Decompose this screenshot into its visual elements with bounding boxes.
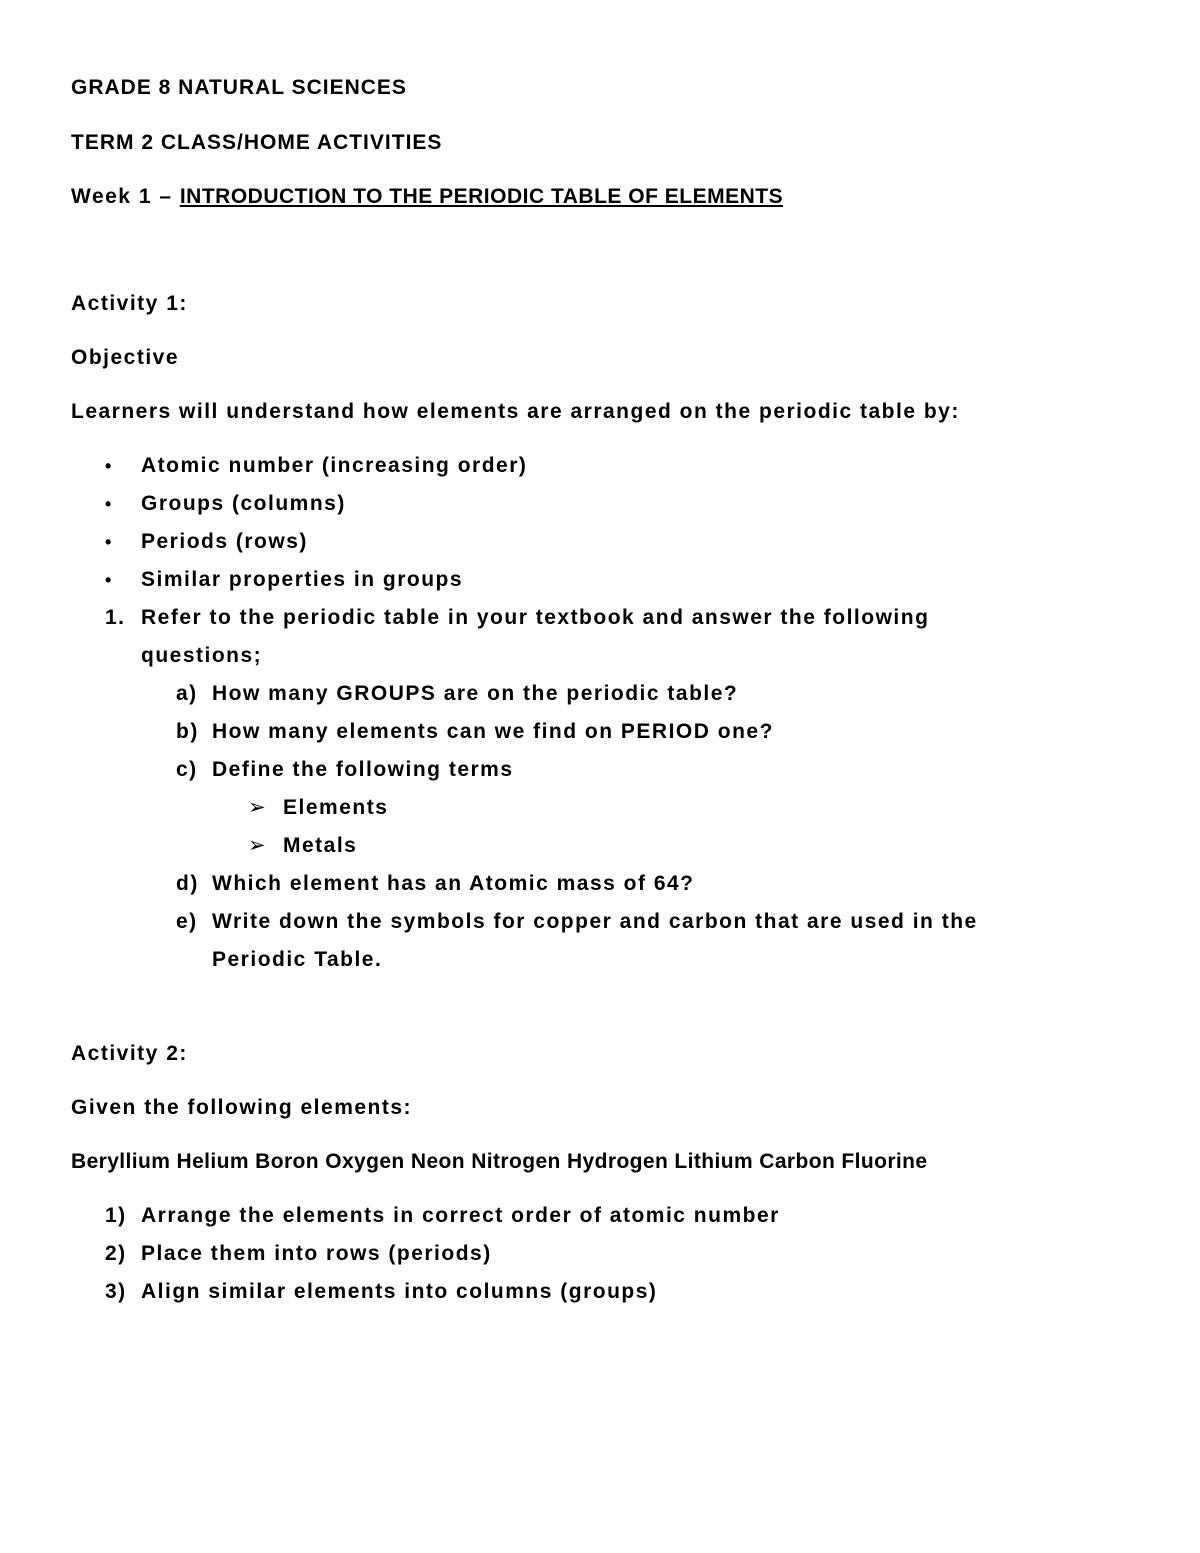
task-2: Place them into rows (periods) — [141, 1242, 492, 1265]
activity1-heading: Activity 1: — [71, 292, 188, 315]
arrow-bullet-icon: ➢ — [248, 796, 268, 819]
subquestion-e: Write down the symbols for copper and carbon that are used in the — [212, 910, 978, 933]
task-3-marker: 3) — [105, 1280, 127, 1303]
activity2-given: Given the following elements: — [71, 1096, 413, 1119]
subquestion-a-marker: a) — [176, 682, 198, 705]
term-elements: Elements — [283, 796, 389, 819]
arrow-bullet-icon: ➢ — [248, 834, 268, 857]
header-grade: GRADE 8 NATURAL SCIENCES — [71, 76, 407, 99]
task-1-marker: 1) — [105, 1204, 127, 1227]
objective-intro: Learners will understand how elements are arranged on the periodic table by: — [71, 400, 960, 423]
bullet-icon: • — [105, 456, 113, 476]
term-metals: Metals — [283, 834, 358, 857]
task-1: Arrange the elements in correct order of atomic number — [141, 1204, 780, 1227]
header-term: TERM 2 CLASS/HOME ACTIVITIES — [71, 131, 443, 154]
list-item: Groups (columns) — [141, 492, 346, 515]
week-prefix: Week 1 – — [71, 185, 180, 208]
question-1-marker: 1. — [105, 606, 126, 629]
subquestion-c: Define the following terms — [212, 758, 514, 781]
list-item: Periods (rows) — [141, 530, 308, 553]
week-topic: INTRODUCTION TO THE PERIODIC TABLE OF ELEMENTS — [179, 185, 784, 208]
task-2-marker: 2) — [105, 1242, 127, 1265]
list-item: Similar properties in groups — [141, 568, 464, 591]
subquestion-b: How many elements can we find on PERIOD one? — [212, 720, 774, 743]
question-1-text: Refer to the periodic table in your textbook and answer the following — [141, 606, 930, 629]
subquestion-d: Which element has an Atomic mass of 64? — [212, 872, 695, 895]
activity2-heading: Activity 2: — [71, 1042, 188, 1065]
subquestion-a: How many GROUPS are on the periodic table? — [212, 682, 739, 705]
subquestion-b-marker: b) — [176, 720, 199, 743]
subquestion-d-marker: d) — [176, 872, 199, 895]
subquestion-e-cont: Periodic Table. — [212, 948, 383, 971]
bullet-icon: • — [105, 532, 113, 552]
bullet-icon: • — [105, 570, 113, 590]
list-item: Atomic number (increasing order) — [141, 454, 528, 477]
subquestion-e-marker: e) — [176, 910, 198, 933]
task-3: Align similar elements into columns (groups) — [141, 1280, 658, 1303]
subquestion-c-marker: c) — [176, 758, 198, 781]
elements-list: Beryllium Helium Boron Oxygen Neon Nitrogen Hydrogen Lithium Carbon Fluorine — [71, 1150, 928, 1173]
objective-label: Objective — [71, 346, 180, 369]
week-heading — [71, 184, 783, 210]
bullet-icon: • — [105, 494, 113, 514]
question-1-text-cont: questions; — [141, 644, 263, 667]
